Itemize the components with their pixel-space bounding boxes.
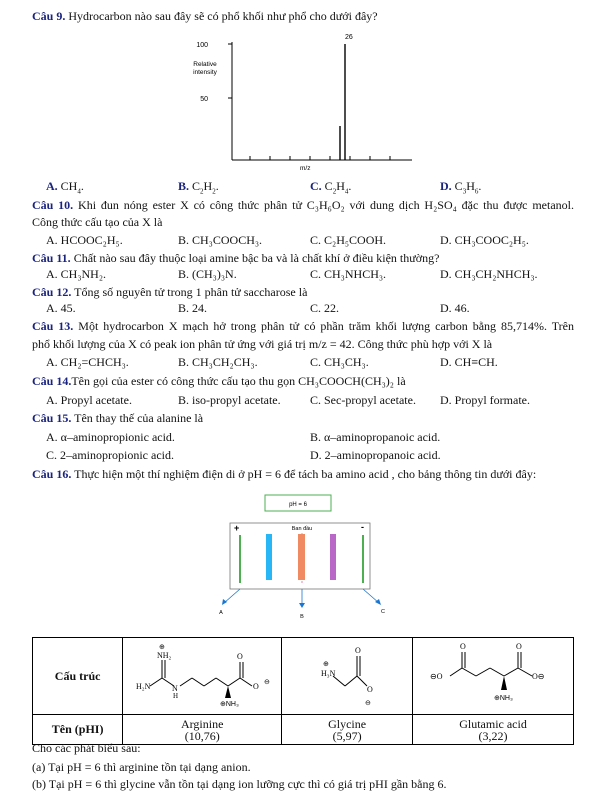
svg-text:NH₂: NH₂ xyxy=(157,651,172,660)
q13-option-a: A. CH₂=CHCH₃. xyxy=(46,355,129,369)
question-label: Câu 9. xyxy=(32,9,66,23)
y-axis-label-2: intensity xyxy=(193,69,217,76)
q12-option-d: D. 46. xyxy=(440,301,470,315)
question-label: Câu 11. xyxy=(32,251,71,265)
svg-text:O: O xyxy=(516,642,522,651)
q14-option-c: C. Sec-propyl acetate. xyxy=(310,393,416,407)
question-text: Một hydrocarbon X mạch hở trong phân tử có phần trăm khối lượng carbon bằng 85,714%. Trên xyxy=(73,319,574,333)
q10-option-d: D. CH₃COOC₂H₅. xyxy=(440,233,529,247)
statement-b: (b) Tại pH = 6 thì glycine vẫn tồn tại dạng ion lưỡng cực thì có giá trị pHI gần bằng 6. xyxy=(32,777,447,791)
structure-row xyxy=(33,638,574,715)
glutamic-acid-structure xyxy=(413,638,574,715)
question-16 xyxy=(32,467,536,482)
svg-text:O⊖: O⊖ xyxy=(532,672,545,681)
question-text: Chất nào sau đây thuộc loại amine bậc ba và là chất khí ở điều kiện thường? xyxy=(70,251,440,265)
question-label: Câu 16. xyxy=(32,467,72,481)
svg-text:O: O xyxy=(237,652,243,661)
svg-text:O: O xyxy=(367,685,373,694)
arrow-a xyxy=(222,599,227,605)
svg-text:⊕: ⊕ xyxy=(323,661,329,668)
minus-electrode: - xyxy=(361,522,364,532)
y-tick-100: 100 xyxy=(196,42,208,49)
question-13 xyxy=(32,319,574,334)
question-label: Câu 15. xyxy=(32,411,72,425)
question-label: Câu 12. xyxy=(32,285,72,299)
svg-text:O: O xyxy=(253,682,259,691)
svg-text:⊕NH₃: ⊕NH₃ xyxy=(220,701,240,708)
q15-option-c: C. 2–aminopropionic acid. xyxy=(46,448,174,462)
question-text: Tên gọi của ester có công thức cấu tạo thu gọn CH₃COOCH(CH₃)₂ là xyxy=(71,374,406,388)
q13-option-b: B. CH₃CH₂CH₃. xyxy=(178,355,258,369)
question-label: Câu 14. xyxy=(32,374,72,388)
q11-option-c: C. CH₃NHCH₃. xyxy=(310,267,387,281)
glycine-structure xyxy=(282,638,413,715)
q12-option-c: C. 22. xyxy=(310,301,340,315)
svg-text:⊕: ⊕ xyxy=(159,644,166,651)
plus-electrode: + xyxy=(234,523,240,533)
question-11 xyxy=(32,251,439,266)
glycine-cell xyxy=(282,715,413,745)
question-12 xyxy=(32,285,307,300)
arginine-pi: (10,76) xyxy=(184,728,220,743)
question-text: Hydrocarbon nào sau đây sẽ có phổ khối như phổ cho dưới đây? xyxy=(65,9,378,23)
arrow-b xyxy=(299,603,305,608)
band-purple xyxy=(330,534,336,580)
q14-option-b: B. iso-propyl acetate. xyxy=(178,393,281,407)
svg-text:H₂N: H₂N xyxy=(136,682,151,691)
header-name: Tên (pHI) xyxy=(33,715,123,745)
svg-text:H₃N: H₃N xyxy=(321,669,336,678)
x-axis-label: m/z xyxy=(300,165,311,172)
label-b: B xyxy=(300,614,304,620)
q9-option-b: B. $C_2H_2$. xyxy=(178,179,219,196)
label-c: C xyxy=(381,609,385,615)
svg-text:⊖O: ⊖O xyxy=(430,672,443,681)
statement-a: (a) Tại pH = 6 thì arginine tồn tại dạng anion. xyxy=(32,760,251,774)
svg-text:N: N xyxy=(172,684,178,693)
question-text: Tổng số nguyên tử trong 1 phân tử saccharose là xyxy=(71,285,308,299)
question-label: Câu 13. xyxy=(32,319,74,333)
glutamic-acid-molecule xyxy=(414,638,572,710)
q14-option-a: A. Propyl acetate. xyxy=(46,393,132,407)
q12-option-b: B. 24. xyxy=(178,301,208,315)
glycine-pi: (5,97) xyxy=(332,728,362,743)
question-10-line2: Công thức cấu tạo của X là xyxy=(32,215,163,229)
q15-option-d: D. 2–aminopropanoic acid. xyxy=(310,448,441,462)
question-text: Tên thay thế của alanine là xyxy=(71,411,204,425)
glycine-molecule xyxy=(283,638,411,710)
band-blue xyxy=(266,534,272,580)
q10-option-a: A. HCOOC₂H₅. xyxy=(46,233,123,247)
svg-text:O: O xyxy=(460,642,466,651)
q10-option-c: C. C₂H₅COOH. xyxy=(310,233,387,247)
header-structure: Cấu trúc xyxy=(33,638,123,715)
q9-option-c: C. $C_2H_4$. xyxy=(310,179,352,196)
q13-option-c: C. CH₃CH₃. xyxy=(310,355,369,369)
q9-option-d: D. $C_3H_6$. xyxy=(440,179,482,196)
x-ticks xyxy=(250,156,390,160)
electrophoresis-diagram xyxy=(196,493,406,625)
ph-label: pH = 6 xyxy=(289,502,307,508)
svg-text:⊕NH₃: ⊕NH₃ xyxy=(494,695,513,702)
y-tick-50: 50 xyxy=(200,96,208,103)
question-10 xyxy=(32,198,574,213)
svg-text:⊖: ⊖ xyxy=(264,679,271,686)
start-label: Ban đầu xyxy=(291,526,313,532)
q12-option-a: A. 45. xyxy=(46,301,76,315)
peak-label: 26 xyxy=(345,34,353,41)
glutamic-cell xyxy=(413,715,574,745)
svg-text:O: O xyxy=(355,646,361,655)
q11-option-b: B. (CH₃)₃N. xyxy=(178,267,237,281)
glutamic-name: Glutamic acid xyxy=(459,716,527,731)
q15-option-b: B. α–aminopropanoic acid. xyxy=(310,430,441,444)
amino-acid-table xyxy=(32,637,574,745)
glycine-name: Glycine xyxy=(328,716,367,731)
question-13-line2: phổ khối lượng của X có peak ion phân tử ứng với giá trị m/z = 42. Công thức phù hợp với X là xyxy=(32,337,493,351)
q11-option-a: A. CH₃NH₂. xyxy=(46,267,107,281)
question-text: Khi đun nóng ester X có công thức phân tử C₃H₆O₂ với dung dịch H₂SO₄ đặc thu được metanol. xyxy=(73,198,574,212)
q15-option-a: A. α–aminopropionic acid. xyxy=(46,430,175,444)
band-orange xyxy=(298,534,305,580)
glutamic-pi: (3,22) xyxy=(478,728,508,743)
mass-spectrum xyxy=(180,28,420,178)
arginine-structure xyxy=(123,638,282,715)
question-14 xyxy=(32,374,406,389)
question-15 xyxy=(32,411,203,426)
q13-option-d: D. CH≡CH. xyxy=(440,355,498,369)
question-9 xyxy=(32,9,378,24)
q9-option-a: A. $CH_4$. xyxy=(46,179,84,196)
q11-option-d: D. CH₃CH₂NHCH₃. xyxy=(440,267,538,281)
arginine-cell xyxy=(123,715,282,745)
y-axis-label-1: Relative xyxy=(193,61,217,68)
question-text: Thực hiện một thí nghiệm điện di ở pH = 6 để tách ba amino acid , cho bảng thông tin dưới đây: xyxy=(71,467,537,481)
q14-option-d: D. Propyl formate. xyxy=(440,393,530,407)
arginine-name: Arginine xyxy=(180,716,224,731)
statements-intro: Cho các phát biểu sau: xyxy=(32,741,141,755)
label-a: A xyxy=(219,610,223,616)
svg-text:H: H xyxy=(173,692,179,700)
name-row xyxy=(33,715,574,745)
question-label: Câu 10. xyxy=(32,198,74,212)
q10-option-b: B. CH₃COOCH₃. xyxy=(178,233,263,247)
arginine-molecule xyxy=(124,638,280,710)
svg-text:⊖: ⊖ xyxy=(365,700,371,707)
